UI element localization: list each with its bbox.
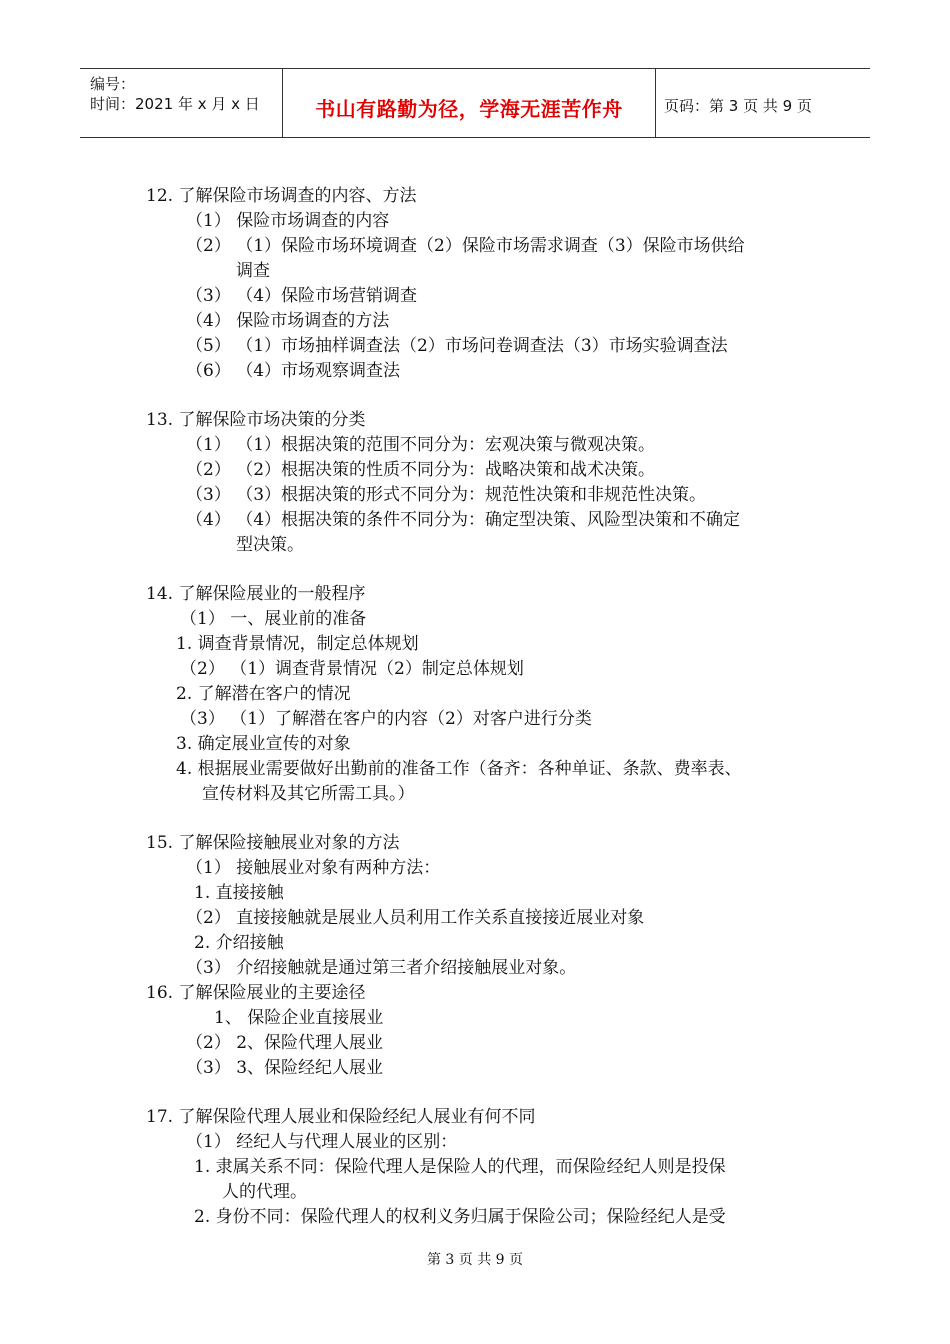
list-item: （4） （4）根据决策的条件不同分为：确定型决策、风险型决策和不确定 [186, 510, 741, 530]
document-date-label: 时间：2021 年 x 月 x 日 [90, 95, 260, 113]
document-code-label: 编号： [90, 75, 136, 93]
header-page-info: 页码：第 3 页 共 9 页 [664, 97, 812, 115]
numbered-item: 2. 了解潜在客户的情况 [176, 684, 351, 704]
list-item: （1） 一、展业前的准备 [180, 609, 367, 629]
list-item: （3） （1）了解潜在客户的内容（2）对客户进行分类 [180, 709, 592, 729]
numbered-item: 2. 身份不同：保险代理人的权利义务归属于保险公司；保险经纪人是受 [194, 1207, 726, 1227]
numbered-item: 2. 介绍接触 [194, 933, 284, 953]
section-heading-15: 15. 了解保险接触展业对象的方法 [146, 833, 400, 853]
numbered-item: 1、 保险企业直接展业 [214, 1008, 384, 1028]
numbered-item-continuation: 人的代理。 [222, 1182, 307, 1202]
numbered-item: 1. 直接接触 [194, 883, 284, 903]
list-item: （3） （4）保险市场营销调查 [186, 286, 418, 306]
numbered-item: 3. 确定展业宣传的对象 [176, 734, 351, 754]
header-motto: 书山有路勤为径，学海无涯苦作舟 [315, 97, 623, 121]
section-heading-12: 12. 了解保险市场调查的内容、方法 [146, 186, 417, 206]
list-item: （1） 保险市场调查的内容 [186, 211, 390, 231]
list-item: （2） （2）根据决策的性质不同分为：战略决策和战术决策。 [186, 460, 656, 480]
list-item: （6） （4）市场观察调查法 [186, 361, 401, 381]
numbered-item: 4. 根据展业需要做好出勤前的准备工作（备齐：各种单证、条款、费率表、 [176, 759, 742, 779]
numbered-item-continuation: 宣传材料及其它所需工具。） [202, 784, 415, 804]
list-item: （5） （1）市场抽样调查法（2）市场问卷调查法（3）市场实验调查法 [186, 336, 728, 356]
section-heading-14: 14. 了解保险展业的一般程序 [146, 584, 366, 604]
list-item: （1） 经纪人与代理人展业的区别： [186, 1132, 458, 1152]
list-item: （1） 接触展业对象有两种方法： [186, 858, 441, 878]
list-item: （2） （1）保险市场环境调查（2）保险市场需求调查（3）保险市场供给 [186, 236, 745, 256]
numbered-item: 1. 隶属关系不同：保险代理人是保险人的代理，而保险经纪人则是投保 [194, 1157, 726, 1177]
list-item: （1） （1）根据决策的范围不同分为：宏观决策与微观决策。 [186, 435, 656, 455]
section-heading-16: 16. 了解保险展业的主要途径 [146, 983, 366, 1003]
list-item: （2） 2、保险代理人展业 [186, 1033, 384, 1053]
list-item: （4） 保险市场调查的方法 [186, 311, 390, 331]
section-heading-13: 13. 了解保险市场决策的分类 [146, 410, 366, 430]
numbered-item: 1. 调查背景情况，制定总体规划 [176, 634, 419, 654]
list-item-continuation: 调查 [236, 261, 270, 281]
list-item: （2） 直接接触就是展业人员利用工作关系直接接近展业对象 [186, 908, 645, 928]
list-item: （3） 介绍接触就是通过第三者介绍接触展业对象。 [186, 958, 577, 978]
page-footer [0, 1249, 950, 1269]
list-item: （3） 3、保险经纪人展业 [186, 1058, 384, 1078]
list-item: （3） （3）根据决策的形式不同分为：规范性决策和非规范性决策。 [186, 485, 707, 505]
section-heading-17: 17. 了解保险代理人展业和保险经纪人展业有何不同 [146, 1107, 536, 1127]
list-item-continuation: 型决策。 [236, 535, 304, 555]
list-item: （2） （1）调查背景情况（2）制定总体规划 [180, 659, 524, 679]
footer-page-number: 第 3 页 共 9 页 [426, 1252, 524, 1268]
